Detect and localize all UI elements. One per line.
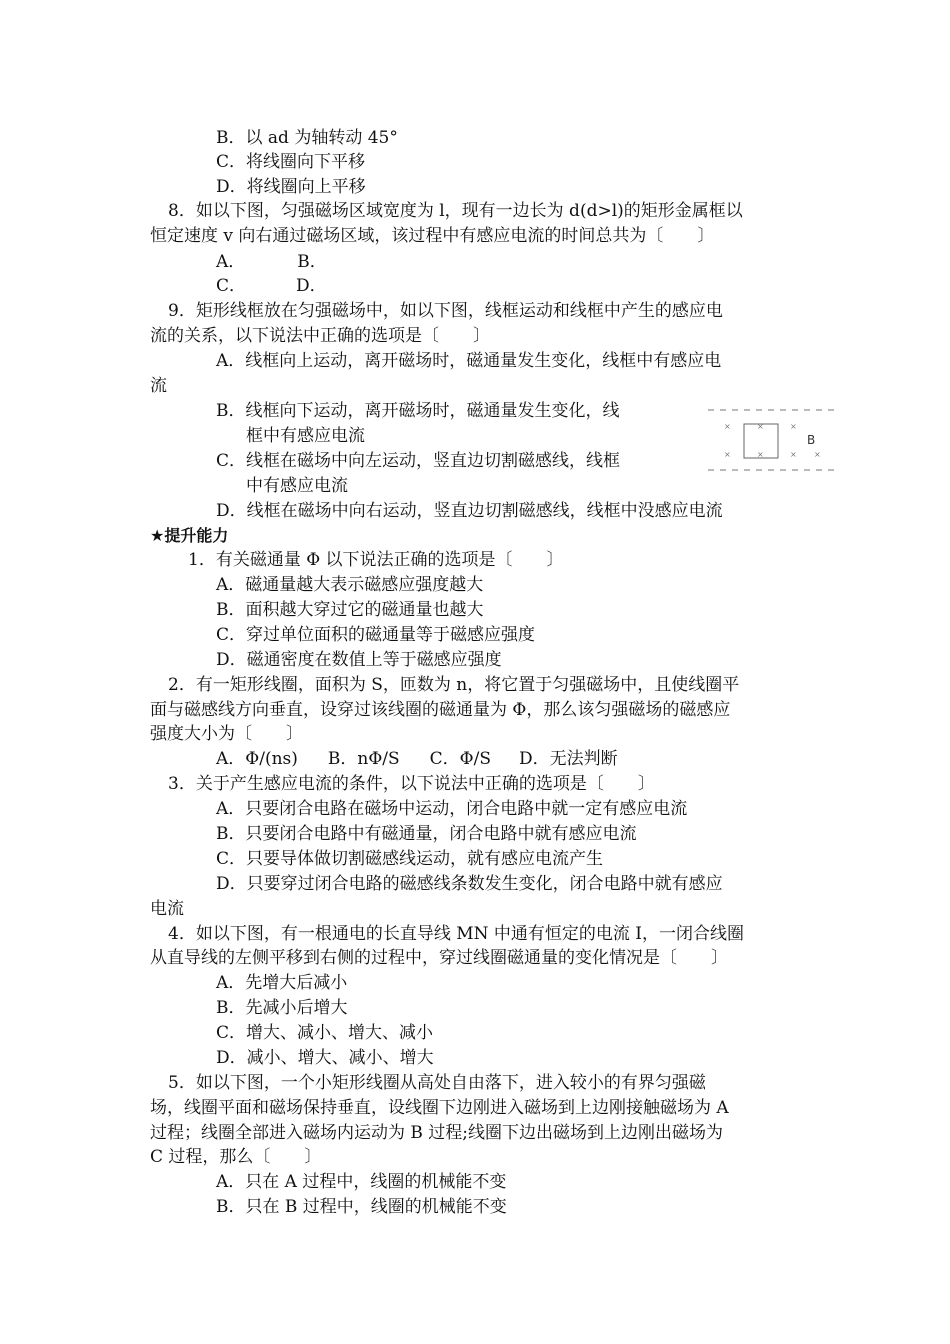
q9-option-b: B．线框向下运动，离开磁场时，磁通量发生变化，线	[216, 401, 620, 421]
p5-stem-line1: 5．如以下图，一个小矩形线圈从高处自由落下，进入较小的有界匀强磁	[168, 1073, 706, 1093]
p5-option-b: B．只在 B 过程中，线圈的机械能不变	[216, 1197, 507, 1217]
p5-stem-line4: C 过程，那么〔 〕	[150, 1147, 322, 1167]
p1-option-b: B．面积越大穿过它的磁通量也越大	[216, 600, 484, 620]
q8-stem-line1: 8．如以下图，匀强磁场区域宽度为 l，现有一边长为 d(d>l)的矩形金属框以	[168, 201, 743, 221]
p4-option-b: B．先减小后增大	[216, 998, 348, 1018]
p4-option-c: C．增大、减小、增大、减小	[216, 1023, 434, 1043]
q8-options-ab: A． B．	[216, 252, 327, 272]
p2-stem-line2: 面与磁感线方向垂直，设穿过该线圈的磁通量为 Φ，那么该匀强磁场的磁感应	[150, 700, 731, 720]
q9-option-c: C．线框在磁场中向左运动，竖直边切割磁感线，线框	[216, 451, 621, 471]
p4-option-d: D．减小、增大、减小、增大	[216, 1048, 434, 1068]
q9-option-b-cont: 框中有感应电流	[246, 426, 365, 446]
q9-option-d: D．线框在磁场中向右运动，竖直边切割磁感线，线框中没感应电流	[216, 501, 723, 521]
field-label: B	[807, 433, 816, 447]
p2-stem-line3: 强度大小为〔 〕	[150, 724, 303, 744]
q9-option-a: A．线框向上运动，离开磁场时，磁通量发生变化，线框中有感应电	[216, 351, 722, 371]
p4-stem-line1: 4．如以下图，有一根通电的长直导线 MN 中通有恒定的电流 I，一闭合线圈	[168, 924, 745, 944]
p4-option-a: A．先增大后减小	[216, 973, 348, 993]
q7-option-b: B．以 ad 为轴转动 45°	[216, 128, 398, 148]
p3-stem: 3．关于产生感应电流的条件，以下说法中正确的选项是〔 〕	[168, 774, 655, 794]
p1-option-c: C．穿过单位面积的磁通量等于磁感应强度	[216, 625, 536, 645]
p1-option-d: D．磁通密度在数值上等于磁感应强度	[216, 650, 502, 670]
q9-option-a-cont: 流	[150, 376, 167, 396]
magnetic-field-figure	[706, 404, 842, 474]
p5-stem-line2: 场，线圈平面和磁场保持垂直，设线圈下边刚进入磁场到上边刚接触磁场为 A	[150, 1098, 729, 1118]
p3-option-d-cont: 电流	[150, 899, 184, 919]
field-cross-mark: ×	[790, 450, 797, 459]
p2-options: A．Φ/(ns) B．nΦ/S C．Φ/S D．无法判断	[216, 749, 618, 769]
field-cross-mark: ×	[814, 450, 821, 459]
p1-option-a: A．磁通量越大表示磁感应强度越大	[216, 575, 484, 595]
p4-stem-line2: 从直导线的左侧平移到右侧的过程中，穿过线圈磁通量的变化情况是〔 〕	[150, 948, 728, 968]
field-cross-mark: ×	[724, 422, 731, 431]
q9-stem-line1: 9．矩形线框放在匀强磁场中，如以下图，线框运动和线框中产生的感应电	[168, 301, 723, 321]
field-cross-mark: ×	[757, 450, 764, 459]
p5-stem-line3: 过程；线圈全部进入磁场内运动为 B 过程;线圈下边出磁场到上边刚出磁场为	[150, 1123, 724, 1143]
q9-option-c-cont: 中有感应电流	[246, 476, 348, 496]
field-cross-mark: ×	[724, 450, 731, 459]
p3-option-d: D．只要穿过闭合电路的磁感线条数发生变化，闭合电路中就有感应	[216, 874, 723, 894]
q8-stem-line2: 恒定速度 v 向右通过磁场区域，该过程中有感应电流的时间总共为〔 〕	[150, 226, 715, 246]
p1-stem: 1．有关磁通量 Φ 以下说法正确的选项是〔 〕	[188, 550, 564, 570]
q7-option-c: C．将线圈向下平移	[216, 152, 366, 172]
q8-options-cd: C． D．	[216, 276, 327, 296]
p3-option-b: B．只要闭合电路中有磁通量，闭合电路中就有感应电流	[216, 824, 637, 844]
p2-stem-line1: 2．有一矩形线圈，面积为 S，匝数为 n，将它置于匀强磁场中，且使线圈平	[168, 675, 740, 695]
p3-option-c: C．只要导体做切割磁感线运动，就有感应电流产生	[216, 849, 604, 869]
q7-option-d: D．将线圈向上平移	[216, 177, 366, 197]
section-heading: ★提升能力	[150, 526, 229, 545]
field-cross-mark: ×	[757, 422, 764, 431]
q9-stem-line2: 流的关系，以下说法中正确的选项是〔 〕	[150, 326, 490, 346]
p5-option-a: A．只在 A 过程中，线圈的机械能不变	[216, 1172, 507, 1192]
field-cross-mark: ×	[790, 422, 797, 431]
p3-option-a: A．只要闭合电路在磁场中运动，闭合电路中就一定有感应电流	[216, 799, 688, 819]
